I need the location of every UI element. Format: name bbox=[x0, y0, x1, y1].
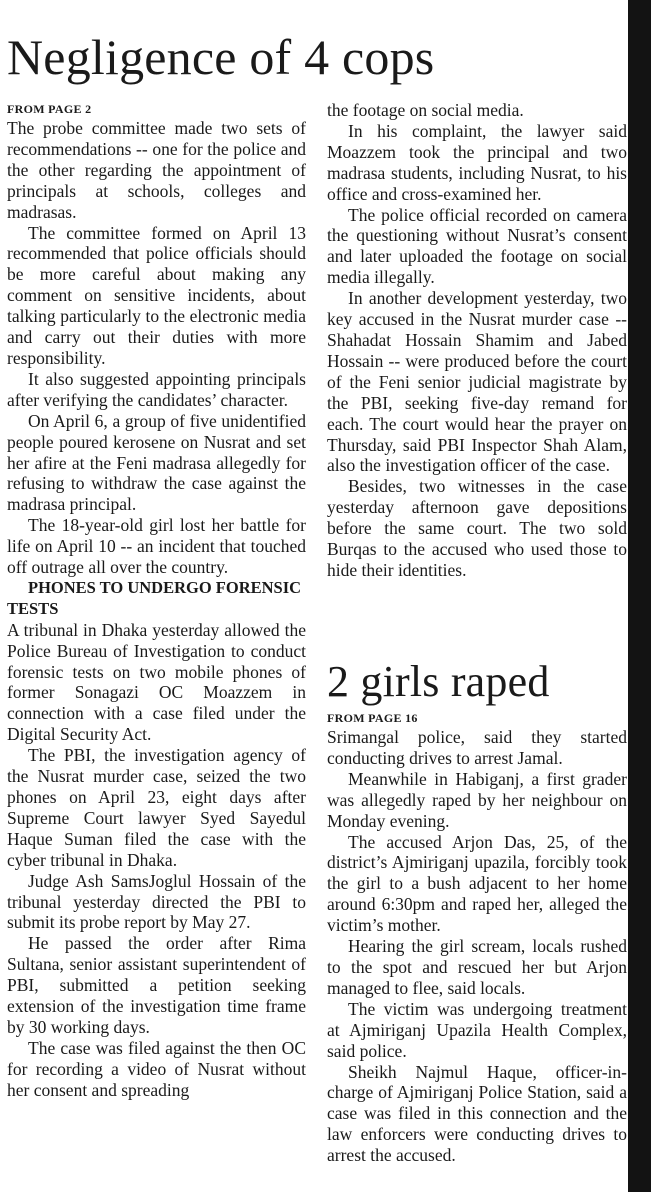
story1-column-2 bbox=[327, 100, 627, 581]
paragraph: Meanwhile in Habiganj, a first grader was allegedly raped by her neighbour on Monday evening. bbox=[327, 768, 627, 831]
paragraph: In his complaint, the lawyer said Moazzem took the principal and two madrasa students, including Nusrat, to his office and cross-examined her. bbox=[327, 120, 627, 204]
paragraph: A tribunal in Dhaka yesterday allowed the Police Bureau of Investigation to conduct forensic tests on two mobile phones of former Sonagazi OC Moazzem in connection with a case filed under the Digital Security Act. bbox=[7, 619, 306, 745]
paragraph: Besides, two witnesses in the case yesterday afternoon gave depositions before the same court. The two sold Burqas to the accused who used those to hide their identities. bbox=[327, 476, 627, 580]
paragraph: The committee formed on April 13 recommended that police officials should be more careful about making any comment on sensitive incidents, about talking particularly to the electronic media and carry out their duties with more responsibility. bbox=[7, 222, 306, 368]
page-edge-dark-strip bbox=[628, 0, 651, 1192]
paragraph: He passed the order after Rima Sultana, senior assistant superintendent of PBI, submitted a petition seeking extension of the investigation time frame by 30 working days. bbox=[7, 933, 306, 1037]
paragraph: The case was filed against the then OC for recording a video of Nusrat without her consent and spreading bbox=[7, 1037, 306, 1100]
story1-kicker: FROM PAGE 2 bbox=[7, 102, 92, 116]
story1-column-1 bbox=[7, 100, 306, 1101]
paragraph: The victim was undergoing treatment at Ajmiriganj Upazila Health Complex, said police. bbox=[327, 998, 627, 1061]
story2-column bbox=[327, 709, 627, 1166]
subheading-forensic-tests: PHONES TO UNDERGO FORENSIC TESTS bbox=[7, 577, 302, 618]
paragraph: The PBI, the investigation agency of the Nusrat murder case, seized the two phones on April 23, eight days after Supreme Court lawyer Syed Sayedul Haque Suman filed the case with the cyber tribunal in Dhaka. bbox=[7, 745, 306, 870]
paragraph: the footage on social media. bbox=[327, 100, 524, 120]
paragraph: On April 6, a group of five unidentified people poured kerosene on Nusrat and set her afire at the Feni madrasa allegedly for refusing to withdraw the case against the madrasa principal. bbox=[7, 410, 306, 515]
paragraph: Srimangal police, said they started conducting drives to arrest Jamal. bbox=[327, 727, 627, 768]
paragraph: Hearing the girl scream, locals rushed to the spot and rescued her but Arjon managed to flee, said locals. bbox=[327, 936, 627, 998]
paragraph: The police official recorded on camera the questioning without Nusrat’s consent and later uploaded the footage on social media illegally. bbox=[327, 204, 627, 288]
paragraph: The accused Arjon Das, 25, of the district’s Ajmiriganj upazila, forcibly took the girl to a bush adjacent to her home around 6:30pm and raped her, alleged the victim’s mother. bbox=[327, 831, 627, 936]
headline-negligence: Negligence of 4 cops bbox=[7, 29, 435, 85]
headline-girls-raped: 2 girls raped bbox=[327, 657, 550, 706]
paragraph: Judge Ash SamsJoglul Hossain of the tribunal yesterday directed the PBI to submit its probe report by May 27. bbox=[7, 870, 306, 933]
paragraph: The 18-year-old girl lost her battle for life on April 10 -- an incident that touched off outrage all over the country. bbox=[7, 515, 306, 578]
paragraph: Sheikh Najmul Haque, officer-in-charge of Ajmiriganj Police Station, said a case was filed in this connection and the law enforcers were conducting drives to arrest the accused. bbox=[327, 1061, 627, 1166]
paragraph: In another development yesterday, two key accused in the Nusrat murder case -- Shahadat Hossain Shamim and Jabed Hossain -- were produced before the court of the Feni senior judicial magistrate by the PBI, seeking five-day remand for each. The court would hear the prayer on Thursday, said PBI Inspector Shah Alam, also the investigation officer of the case. bbox=[327, 288, 627, 476]
paragraph: The probe committee made two sets of recommendations -- one for the police and the other regarding the appointment of principals at schools, colleges and madrasas. bbox=[7, 118, 306, 222]
story2-kicker: FROM PAGE 16 bbox=[327, 711, 418, 725]
paragraph: It also suggested appointing principals after verifying the candidates’ character. bbox=[7, 368, 306, 410]
